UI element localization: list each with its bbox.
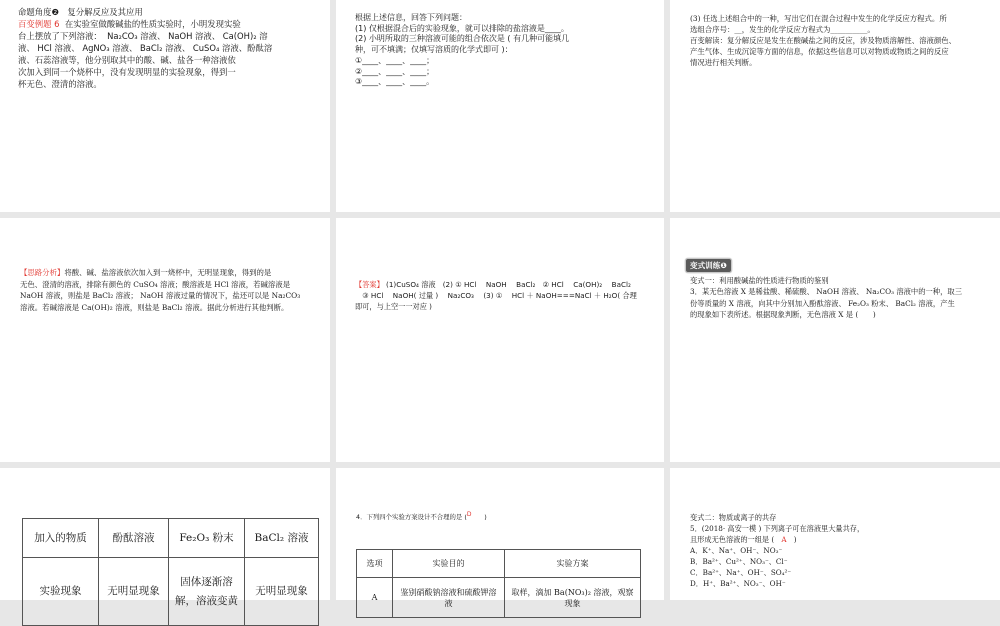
- text-block: [690, 512, 864, 589]
- text-block: [690, 13, 956, 68]
- slide-thumbnail-6[interactable]: [670, 218, 1000, 462]
- section-title: 变式一：利用酸碱盐的性质进行物质的鉴别: [690, 276, 829, 285]
- question-text: ): [471, 513, 487, 521]
- body-text-line: NaOH 溶液，则盐是 BaCl₂ 溶液； NaOH 溶液过量的情况下，盐还可以是 Na₂CO₃: [20, 291, 301, 300]
- table-row: [23, 558, 319, 626]
- body-text-line: 溶液。若碱溶液是 Ca(OH)₂ 溶液，则盐是 BaCl₂ 溶液。据此分析进行其他判断。: [20, 302, 289, 312]
- question-line: 3．某无色溶液 X 是稀盐酸、稀硫酸、 NaOH 溶液、 Na₂CO₃ 溶液中的一种，取三: [690, 287, 962, 297]
- question-text: 4．下列四个实验方案设计不合理的是 (: [356, 513, 467, 521]
- table-cell: A: [357, 578, 393, 618]
- question-line: [356, 510, 487, 522]
- text-block: [18, 6, 272, 90]
- body-text-line: 台上摆放了下列溶液： Na₂CO₃ 溶液、 NaOH 溶液、 Ca(OH)₂ 溶: [18, 31, 268, 41]
- question-text: 且形成无色溶液的一组是 (: [690, 535, 782, 544]
- slide-thumbnail-3[interactable]: [670, 0, 1000, 212]
- table-cell: 无明显现象: [99, 558, 169, 626]
- section-title: 变式二：物质或离子的共存: [690, 513, 777, 522]
- question-line: 种，可不填满；仅填写溶质的化学式即可 )：: [355, 45, 513, 55]
- table-header-cell: BaCl₂ 溶液: [245, 519, 319, 558]
- question-line: 选组合序号：__，发生的化学反应方程式为__________。: [690, 25, 875, 34]
- slide-thumbnail-7[interactable]: [0, 468, 330, 607]
- slide-thumbnail-9[interactable]: [670, 468, 1000, 600]
- body-text: 将酸、碱、盐溶液依次加入到一烧杯中，无明显现象，得到的是: [64, 268, 272, 277]
- question-line: [690, 534, 864, 545]
- text-block: [356, 510, 487, 522]
- slide-thumbnail-5[interactable]: [336, 218, 664, 462]
- observation-table: [22, 518, 319, 626]
- body-text-line: [18, 18, 272, 30]
- body-text-line: 即可，与上空一一对应 ): [355, 302, 432, 311]
- answer-tag: 【答案】: [355, 280, 384, 289]
- body-text-line: 杯无色、澄清的溶液。: [18, 79, 102, 89]
- body-text-line: 根据上述信息，回答下列问题：: [355, 13, 467, 22]
- table-header-cell: 实验方案: [505, 550, 641, 578]
- text-block: [355, 279, 637, 312]
- body-text-line: 无色、澄清的溶液，排除有颜色的 CuSO₄ 溶液；酸溶液是 HCl 溶液，若碱溶液是: [20, 279, 291, 289]
- table-header-cell: 酚酞溶液: [99, 519, 169, 558]
- question-text: ): [786, 535, 797, 544]
- question-line: 份等质量的 X 溶液，向其中分别加入酚酞溶液、 Fe₂O₃ 粉末、 BaCl₂ 溶液，产生: [690, 298, 955, 308]
- body-text: 在实验室做酸碱盐的性质实验时，小明发现实验: [59, 19, 241, 29]
- text-block: [20, 267, 300, 313]
- table-header-row: [23, 519, 319, 558]
- body-text-line: ③ HCl NaOH( 过量 ) Na₂CO₃ (3) ① HCl ＋ NaOH===NaCl ＋ H₂O( 合理: [355, 291, 637, 300]
- analysis-tag: 【思路分析】: [20, 268, 65, 277]
- text-block: [690, 275, 962, 320]
- table-cell: 实验现象: [23, 558, 99, 626]
- body-text-line: 产生气体、生成沉淀等方面的信息，依据这些信息可以对物质或物质之间的反应: [690, 47, 949, 56]
- slide-thumbnail-8[interactable]: [336, 468, 664, 608]
- practice-badge: 变式训练❶: [685, 258, 732, 273]
- body-text-line: 次加入到同一个烧杯中，没有发现明显的实验现象，得到一: [18, 67, 236, 77]
- table-header-cell: Fe₂O₃ 粉末: [169, 519, 245, 558]
- table-header-cell: 加入的物质: [23, 519, 99, 558]
- table-cell: 无明显现象: [245, 558, 319, 626]
- table-row: [357, 578, 641, 618]
- option-line: D．H⁺、Ba²⁺、NO₃⁻、OH⁻: [690, 579, 786, 588]
- body-text: (1)CuSO₄ 溶液 (2) ① HCl NaOH BaCl₂ ② HCl Ca(OH)₂ BaCl₂: [383, 280, 631, 289]
- body-text-line: 液、石蕊溶液等，他分别取其中的酸、碱、盐各一种溶液依: [18, 55, 236, 65]
- option-line: A．K⁺、Na⁺、OH⁻、NO₃⁻: [690, 546, 783, 555]
- answer-blank-line: ②____、____、____；: [355, 66, 435, 76]
- option-line: C．Ba²⁺、Na⁺、OH⁻、SO₄²⁻: [690, 568, 792, 577]
- body-text-line: 百变解读：复分解反应是发生在酸碱盐之间的反应，涉及物质溶解性、溶液颜色、: [690, 36, 957, 45]
- table-header-cell: 实验目的: [393, 550, 505, 578]
- answer-mark: D: [466, 511, 472, 518]
- answer-blank-line: ①____、____、____；: [355, 55, 435, 65]
- question-line: (2) 小明所取的三种溶液可能的组合依次是 ( 有几种可能填几: [355, 34, 570, 44]
- slide-heading: 命题角度❷ 复分解反应及其应用: [18, 7, 143, 17]
- question-line: 5．(2018· 高安一模 ) 下列离子可在溶液里大量共存，: [690, 524, 865, 533]
- experiment-table: [356, 549, 641, 618]
- option-line: B．Ba²⁺、Cu²⁺、NO₃⁻、Cl⁻: [690, 557, 788, 566]
- slide-thumbnail-4[interactable]: [0, 218, 330, 462]
- table-cell: 固体逐渐溶解，溶液变黄: [169, 558, 245, 626]
- body-text-line: [20, 267, 300, 279]
- slide-thumbnail-1[interactable]: [0, 0, 330, 212]
- body-text-line: 情况进行相关判断。: [690, 58, 757, 67]
- question-line: 的现象如下表所述。根据现象判断，无色溶液 X 是 ( ): [690, 309, 876, 319]
- text-block: [355, 13, 569, 88]
- body-text-line: [355, 279, 637, 290]
- table-cell: 取样，滴加 Ba(NO₃)₂ 溶液，观察现象: [505, 578, 641, 618]
- body-text-line: 液、 HCl 溶液、 AgNO₃ 溶液、 BaCl₂ 溶液、 CuSO₄ 溶液、酚酞溶: [18, 43, 273, 53]
- question-line: (1) 仅根据混合后的实验现象，就可以排除的盐溶液是____。: [355, 23, 569, 33]
- question-line: (3) 任选上述组合中的一种，写出它们在混合过程中发生的化学反应方程式。所: [690, 14, 947, 23]
- example-tag: 百变例题 6: [18, 19, 60, 29]
- answer-blank-line: ③____、____、____。: [355, 77, 435, 87]
- table-header-row: [357, 550, 641, 578]
- table-cell: 鉴别硝酸钠溶液和硫酸钾溶液: [393, 578, 505, 618]
- slide-thumbnail-2[interactable]: [336, 0, 664, 212]
- answer-mark: A: [781, 535, 787, 544]
- table-header-cell: 选项: [357, 550, 393, 578]
